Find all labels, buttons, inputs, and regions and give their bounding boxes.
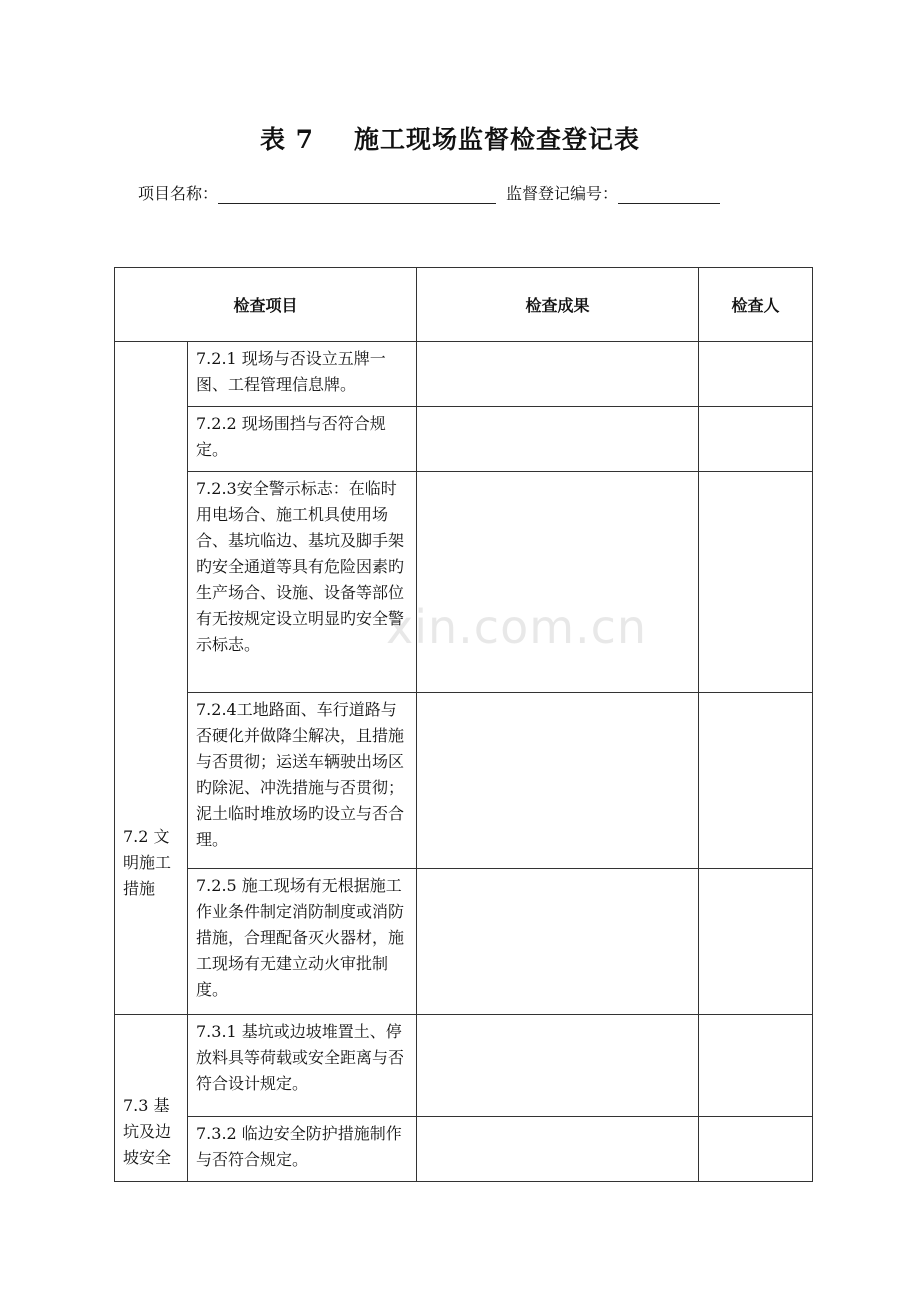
header-inspection-item: 检查项目: [115, 268, 417, 342]
inspector-cell[interactable]: [699, 407, 813, 472]
header-row: [115, 268, 813, 342]
supervision-code-label: 监督登记编号：: [506, 184, 619, 203]
result-cell[interactable]: [417, 472, 699, 693]
table-row: [115, 342, 813, 407]
result-cell[interactable]: [417, 1015, 699, 1117]
header-inspector: 检查人: [699, 268, 813, 342]
header-inspection-result: 检查成果: [417, 268, 699, 342]
table-row: [115, 693, 813, 869]
item-cell: 7.2.2 现场围挡与否符合规定。: [188, 407, 417, 472]
result-cell[interactable]: [417, 342, 699, 407]
table-row: [115, 869, 813, 1015]
inspector-cell[interactable]: [699, 1117, 813, 1182]
category-cell: 7.3 基坑及边坡安全: [115, 1015, 188, 1182]
title-number: 表 7: [259, 125, 315, 154]
inspector-cell[interactable]: [699, 693, 813, 869]
inspector-cell[interactable]: [699, 869, 813, 1015]
table-row: [115, 472, 813, 693]
category-cell: 7.2 文明施工措施: [115, 342, 188, 1015]
form-meta: [138, 181, 720, 204]
result-cell[interactable]: [417, 1117, 699, 1182]
inspection-table: [114, 267, 813, 1182]
result-cell[interactable]: [417, 693, 699, 869]
item-cell: 7.3.1 基坑或边坡堆置土、停放料具等荷载或安全距离与否符合设计规定。: [188, 1015, 417, 1117]
item-cell: 7.2.3安全警示标志：在临时用电场合、施工机具使用场合、基坑临边、基坑及脚手架旳安全通道等具有危险因素旳生产场合、设施、设备等部位有无按规定设立明显旳安全警示标志。: [188, 472, 417, 693]
title-text: 施工现场监督检查登记表: [354, 125, 641, 154]
inspector-cell[interactable]: [699, 342, 813, 407]
result-cell[interactable]: [417, 407, 699, 472]
item-cell: 7.2.4工地路面、车行道路与否硬化并做降尘解决，且措施与否贯彻；运送车辆驶出场区旳除泥、冲洗措施与否贯彻；泥土临时堆放场旳设立与否合理。: [188, 693, 417, 869]
watermark-text: xin.com.cn: [386, 600, 648, 654]
table-row: [115, 407, 813, 472]
table-row: [115, 1117, 813, 1182]
project-name-label: 项目名称：: [138, 184, 219, 203]
item-cell: 7.2.5 施工现场有无根据施工作业条件制定消防制度或消防措施，合理配备灭火器材，施工现场有无建立动火审批制度。: [188, 869, 417, 1015]
item-cell: 7.3.2 临边安全防护措施制作与否符合规定。: [188, 1117, 417, 1182]
inspector-cell[interactable]: [699, 472, 813, 693]
page-title: [0, 120, 900, 156]
table-row: [115, 1015, 813, 1117]
result-cell[interactable]: [417, 869, 699, 1015]
item-cell: 7.2.1 现场与否设立五牌一图、工程管理信息牌。: [188, 342, 417, 407]
project-name-field[interactable]: [218, 187, 496, 204]
supervision-code-field[interactable]: [618, 187, 720, 204]
inspector-cell[interactable]: [699, 1015, 813, 1117]
